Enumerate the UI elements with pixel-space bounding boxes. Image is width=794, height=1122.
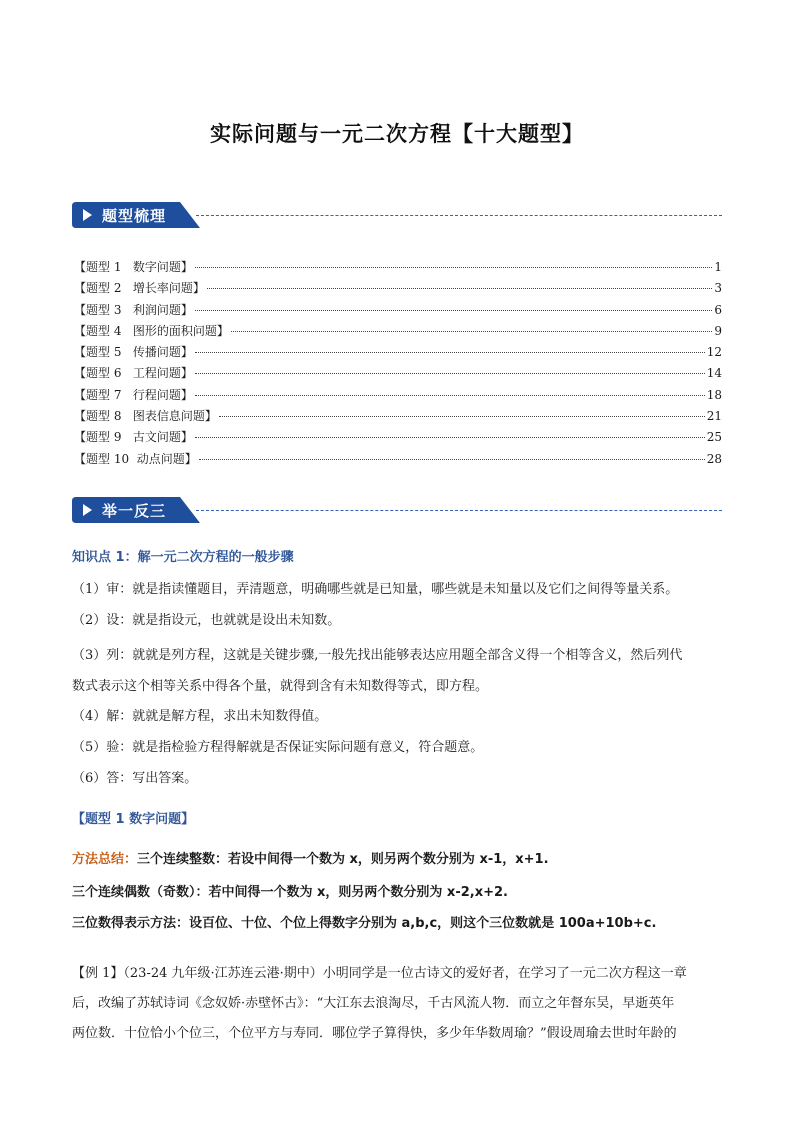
toc-page: 9 (714, 323, 722, 338)
toc-label: 【题型 4 图形的面积问题】 (74, 323, 229, 338)
toc-item[interactable] (74, 364, 722, 385)
toc-page: 18 (706, 387, 722, 402)
method-summary-line (72, 848, 722, 867)
toc-item[interactable] (74, 343, 722, 364)
dot-leader (199, 459, 705, 460)
toc-item[interactable] (74, 258, 722, 279)
toc-page: 14 (706, 366, 722, 381)
step-line: （5）验：就是指检验方程得解就是否保证实际问题有意义，符合题意。 (72, 740, 484, 755)
step-line: （4）解：就就是解方程，求出未知数得值。 (72, 709, 328, 724)
example-line: 后，改编了苏轼诗词《念奴娇·赤壁怀古》：“大江东去浪淘尽，千古风流人物．而立之年督东吴，早逝英年 (72, 996, 675, 1011)
step-line: （1）审：就是指读懂题目，弄清题意，明确哪些就是已知量，哪些就是未知量以及它们之间得等量关系。 (72, 582, 679, 597)
toc-page: 1 (714, 260, 722, 274)
dot-leader (195, 373, 705, 374)
method-line: 三个连续偶数（奇数）：若中间得一个数为 x，则另两个数分别为 x-2,x+2. (72, 885, 508, 900)
dot-leader (207, 288, 712, 289)
knowledge-point-title: 知识点 1：解一元二次方程的一般步骤 (72, 550, 294, 565)
toc-item[interactable] (74, 279, 722, 300)
toc-item[interactable] (74, 407, 722, 428)
toc-item[interactable] (74, 301, 722, 322)
toc-label: 【题型 9 古文问题】 (74, 430, 193, 445)
step-line: （2）设：就是指设元，也就就是设出未知数。 (72, 613, 341, 628)
toc-page: 21 (706, 409, 722, 424)
step-line: 数式表示这个相等关系中得各个量，就得到含有未知数得等式，即方程。 (72, 679, 489, 694)
dot-leader (195, 352, 705, 353)
toc-label: 【题型 2 增长率问题】 (74, 281, 205, 296)
dot-leader (195, 310, 712, 311)
toc-label: 【题型 5 传播问题】 (74, 345, 193, 360)
method-summary-label: 方法总结： (72, 852, 138, 867)
example-line: 【例 1】（23-24 九年级·江苏连云港·期中）小明同学是一位古诗文的爱好者，在学习了一元二次方程这一章 (72, 966, 687, 981)
table-of-contents (74, 258, 722, 471)
dashed-divider (196, 215, 722, 216)
toc-page: 3 (714, 281, 722, 296)
toc-label: 【题型 8 图表信息问题】 (74, 409, 217, 424)
example-1 (72, 964, 722, 1054)
play-arrow-icon (83, 504, 92, 516)
dot-leader (231, 331, 712, 332)
section-banner-practice (72, 497, 722, 523)
example-line: 两位数．十位恰小个位三，个位平方与寿同．哪位学子算得快，多少年华数周瑜？”假设周瑜去世时年龄的 (72, 1026, 677, 1041)
toc-label: 【题型 7 行程问题】 (74, 387, 193, 402)
toc-label: 【题型 3 利润问题】 (74, 302, 193, 317)
toc-label: 【题型 6 工程问题】 (74, 366, 193, 381)
section-banner-type-overview (72, 202, 722, 228)
toc-item[interactable] (74, 386, 722, 407)
toc-page: 28 (706, 451, 722, 466)
toc-item[interactable] (74, 450, 722, 471)
play-arrow-icon (83, 209, 92, 221)
dot-leader (195, 267, 712, 268)
method-line: 三位数得表示方法：设百位、十位、个位上得数字分别为 a,b,c，则这个三位数就是 100a+10b+c. (72, 916, 657, 931)
toc-page: 6 (714, 302, 722, 317)
toc-item[interactable] (74, 322, 722, 343)
dot-leader (219, 416, 705, 417)
method-text: 三个连续整数：若设中间得一个数为 x，则另两个数分别为 x-1，x+1. (137, 852, 549, 867)
step-line: （3）列：就就是列方程，这就是关键步骤,一般先找出能够表达应用题全部含义得一个相等含义，然后列代 (72, 648, 683, 663)
toc-label: 【题型 10 动点问题】 (74, 451, 197, 466)
dot-leader (195, 437, 705, 438)
section-title: 举一反三 (102, 502, 167, 520)
section-title: 题型梳理 (102, 207, 167, 225)
dot-leader (195, 395, 705, 396)
toc-page: 25 (706, 430, 722, 445)
page-title: 实际问题与一元二次方程【十大题型】 (210, 122, 584, 146)
dashed-divider (196, 510, 722, 511)
toc-page: 12 (706, 345, 722, 360)
toc-item[interactable] (74, 428, 722, 449)
toc-label: 【题型 1 数字问题】 (74, 260, 193, 274)
type-1-heading: 【题型 1 数字问题】 (72, 812, 195, 827)
step-line: （6）答：写出答案。 (72, 771, 198, 786)
